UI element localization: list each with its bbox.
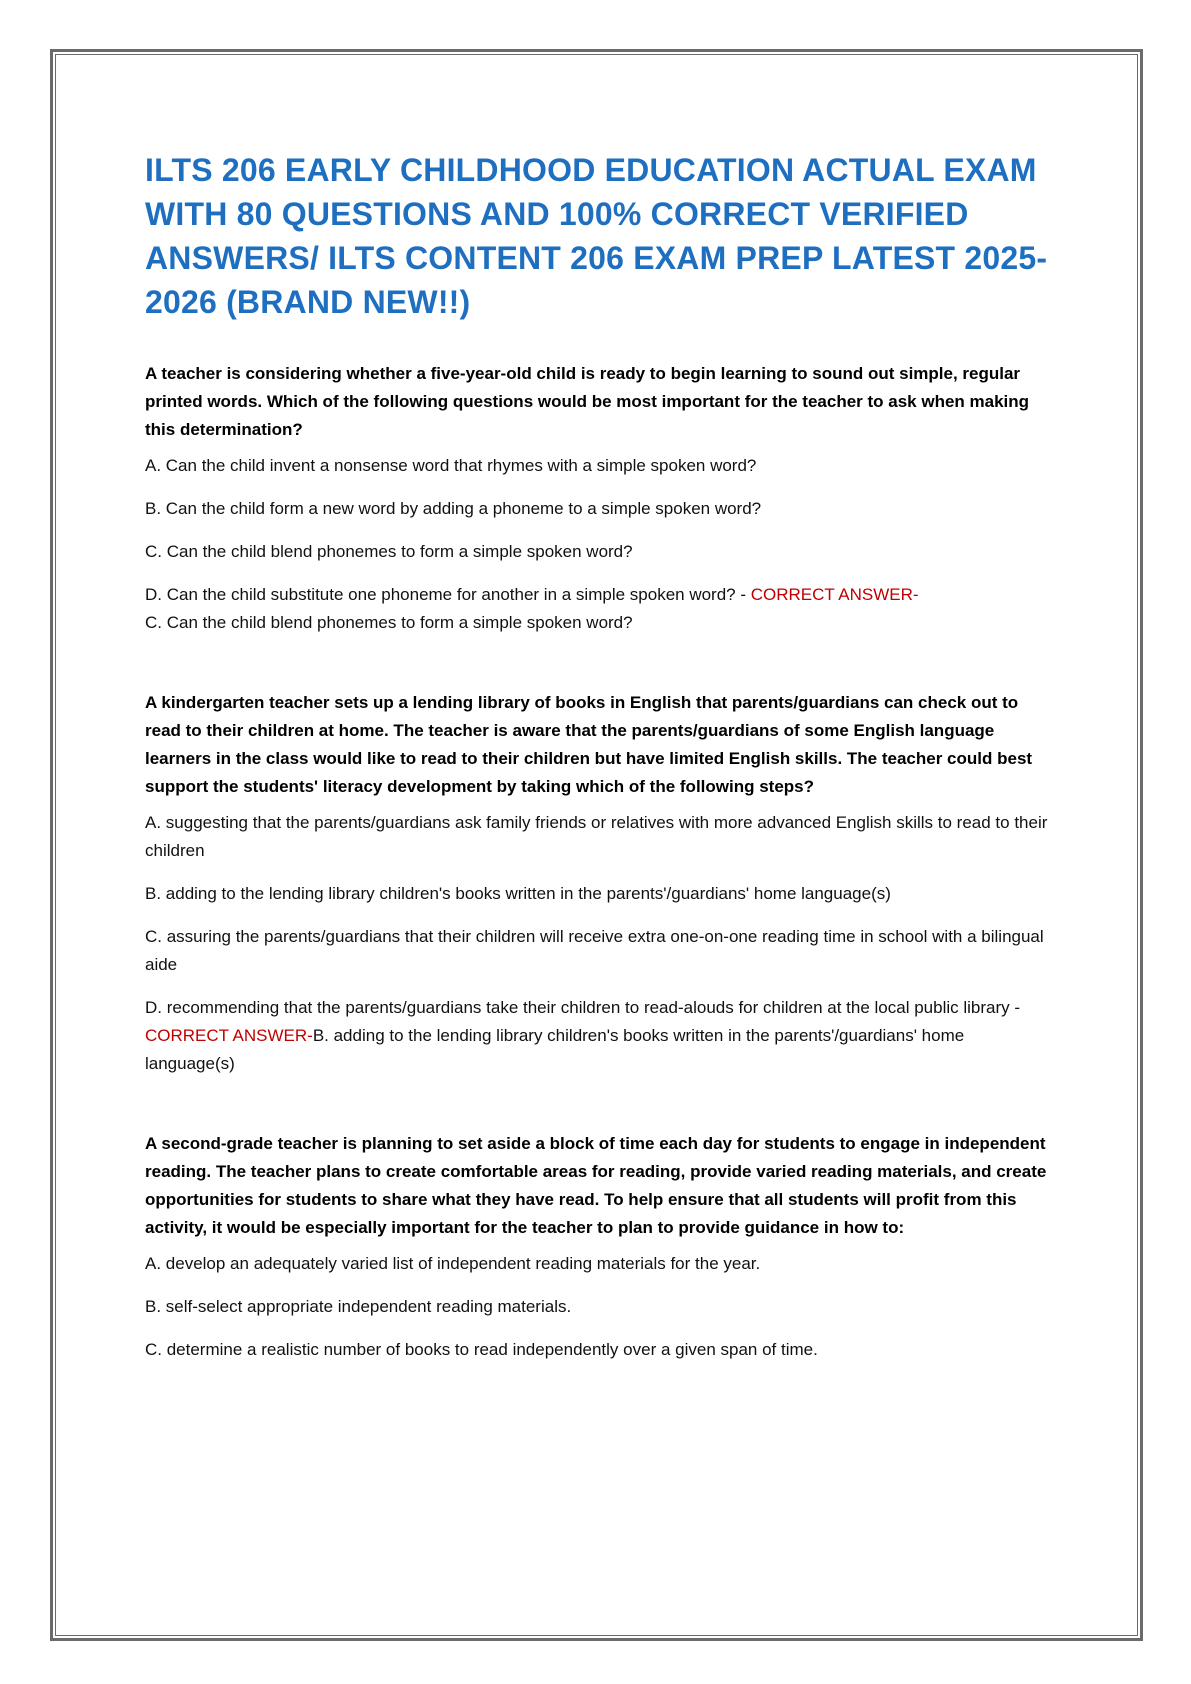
question-prompt: A second-grade teacher is planning to set aside a block of time each day for students to engage in independent reading. The teacher plans to create comfortable areas for reading, provide varied reading materials, and create opportunities for students to share what they have read. To help ensure that all students will profit from this activity, it would be especially important for the teacher to plan to provide guidance in how to:: [145, 1134, 1047, 1237]
question-block-2: [145, 689, 1050, 1078]
correct-answer-text: C. Can the child blend phonemes to form a simple spoken word?: [145, 613, 633, 632]
answer-option: A. suggesting that the parents/guardians ask family friends or relatives with more advanced English skills to read to their children: [145, 813, 1048, 860]
answer-option-with-key: [145, 994, 1050, 1078]
answer-option: C. assuring the parents/guardians that their children will receive extra one-on-one reading time in school with a bilingual aide: [145, 927, 1044, 974]
answer-option: C. determine a realistic number of books to read independently over a given span of time.: [145, 1340, 818, 1359]
correct-answer-label: CORRECT ANSWER-: [145, 1026, 313, 1045]
answer-option-text: D. Can the child substitute one phoneme for another in a simple spoken word? -: [145, 585, 751, 604]
correct-answer-text: B. adding to the lending library children's books written in the parents'/guardians' home language(s): [145, 1026, 965, 1073]
document-title: ILTS 206 EARLY CHILDHOOD EDUCATION ACTUAL EXAM WITH 80 QUESTIONS AND 100% CORRECT VERIFIED ANSWERS/ ILTS CONTENT 206 EXAM PREP LATEST 2025-2026 (BRAND NEW!!): [145, 152, 1048, 320]
answer-option-text: D. recommending that the parents/guardians take their children to read-alouds for children at the local public library -: [145, 998, 1021, 1017]
answer-option: B. adding to the lending library children's books written in the parents'/guardians' home language(s): [145, 884, 891, 903]
answer-option: C. Can the child blend phonemes to form a simple spoken word?: [145, 542, 633, 561]
answer-option: B. self-select appropriate independent reading materials.: [145, 1297, 572, 1316]
answer-option: A. Can the child invent a nonsense word that rhymes with a simple spoken word?: [145, 456, 757, 475]
question-prompt: A kindergarten teacher sets up a lending library of books in English that parents/guardians can check out to read to their children at home. The teacher is aware that the parents/guardians of some English language learners in the class would like to read to their children but have limited English skills. The teacher could best support the students' literacy development by taking which of the following steps?: [145, 693, 1033, 796]
question-block-3: [145, 1130, 1050, 1364]
question-prompt: A teacher is considering whether a five-year-old child is ready to begin learning to sound out simple, regular printed words. Which of the following questions would be most important for the teacher to ask when making this determination?: [145, 364, 1030, 439]
answer-option: B. Can the child form a new word by adding a phoneme to a simple spoken word?: [145, 499, 762, 518]
answer-option: A. develop an adequately varied list of independent reading materials for the year.: [145, 1254, 761, 1273]
answer-option-with-key: [145, 581, 1050, 637]
correct-answer-label: CORRECT ANSWER-: [750, 585, 919, 604]
question-block-1: [145, 360, 1050, 637]
document-body: [145, 148, 1050, 1416]
